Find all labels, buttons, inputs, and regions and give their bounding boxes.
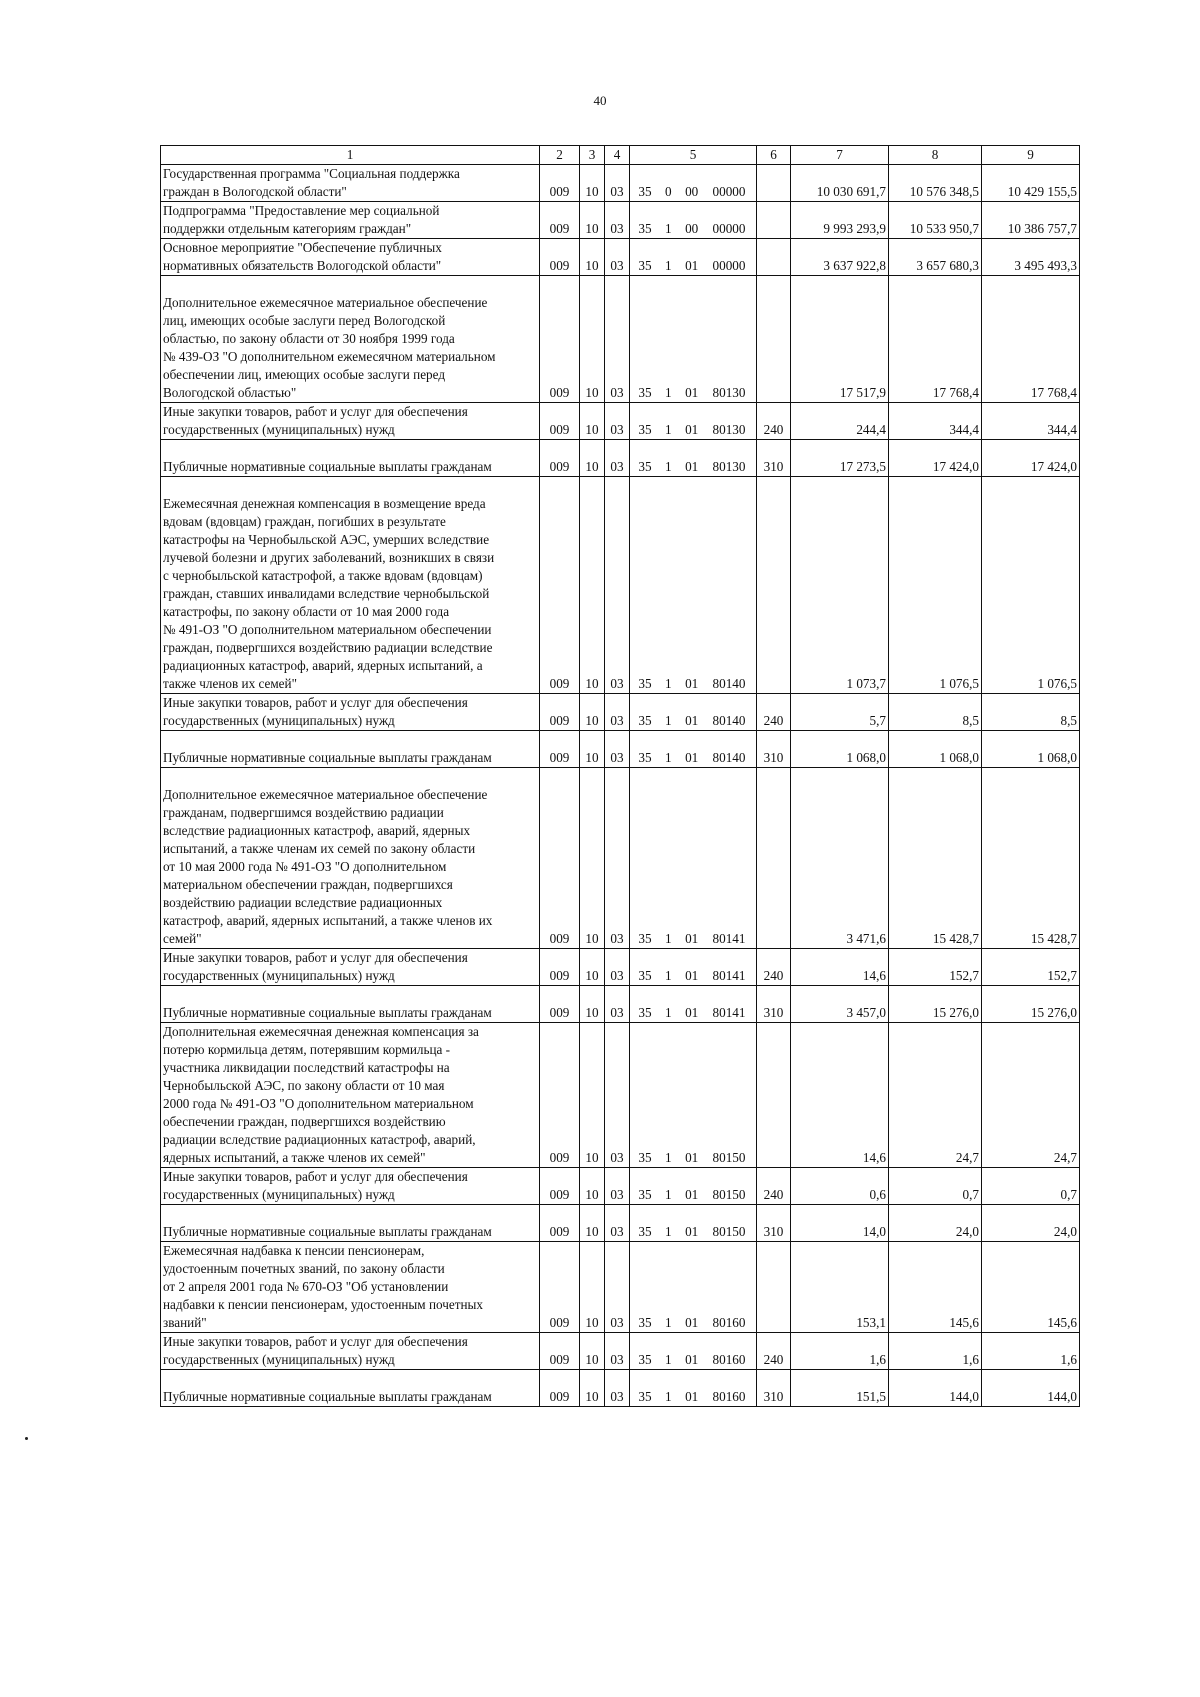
row-amount-col8: 1 068,0 (889, 731, 982, 768)
row-code-section: 10 (580, 1168, 605, 1205)
row-amount-col7: 14,6 (791, 1023, 889, 1168)
row-name: Иные закупки товаров, работ и услуг для обеспечения государственных (муниципальных) нужд (161, 949, 540, 986)
target-article-part: 80130 (712, 459, 746, 474)
row-target-article (632, 183, 754, 201)
table-row (161, 165, 1080, 202)
table-row (161, 949, 1080, 986)
target-article-part: 00000 (712, 184, 746, 199)
row-amount-col8: 24,7 (889, 1023, 982, 1168)
row-code-ministry: 009 (540, 477, 580, 694)
column-header: 3 (580, 146, 605, 165)
target-article-part: 01 (685, 1315, 699, 1330)
row-code-ministry: 009 (540, 239, 580, 276)
row-code-expense-type: 240 (757, 949, 791, 986)
row-amount-col9: 10 386 757,7 (982, 202, 1080, 239)
row-target-article (632, 1388, 754, 1406)
row-code-ministry: 009 (540, 1023, 580, 1168)
table-row (161, 403, 1080, 440)
row-code-subsection: 03 (605, 239, 630, 276)
table-row (161, 440, 1080, 477)
row-code-expense-type (757, 276, 791, 403)
row-code-expense-type (757, 1023, 791, 1168)
row-code-article (630, 1370, 757, 1407)
row-amount-col9: 3 495 493,3 (982, 239, 1080, 276)
row-amount-col8: 15 428,7 (889, 768, 982, 949)
row-target-article (632, 712, 754, 730)
row-name: Иные закупки товаров, работ и услуг для обеспечения государственных (муниципальных) нужд (161, 1333, 540, 1370)
target-article-part: 01 (685, 968, 699, 983)
table-body (161, 165, 1080, 1407)
target-article-part: 01 (685, 385, 699, 400)
row-target-article (632, 1314, 754, 1332)
row-name: Публичные нормативные социальные выплаты гражданам (161, 1205, 540, 1242)
row-target-article (632, 1351, 754, 1369)
target-article-part: 1 (665, 1187, 672, 1202)
table-row (161, 276, 1080, 403)
row-amount-col9: 15 276,0 (982, 986, 1080, 1023)
scan-dot-mark (25, 1437, 28, 1440)
row-code-ministry: 009 (540, 440, 580, 477)
row-code-article (630, 694, 757, 731)
target-article-part: 01 (685, 931, 699, 946)
row-code-article (630, 276, 757, 403)
header-row (161, 146, 1080, 165)
row-code-expense-type (757, 768, 791, 949)
row-amount-col7: 153,1 (791, 1242, 889, 1333)
row-name: Ежемесячная денежная компенсация в возмещение вреда вдовам (вдовцам) граждан, погибших в результате катастрофы на Чернобыльской АЭС, умерших вследствие лучевой болезни и других заболеваний, возникших в связи с чернобыльской катастрофой, а также вдовам (вдовцам) граждан, ставших инвалидами вследствие чернобыльской катастрофы, по закону области от 10 мая 2000 года № 491-ОЗ "О дополнительном материальном обеспечении граждан, подвергшихся воздействию радиации вследствие радиационных катастроф, аварий, ядерных испытаний, а также членов их семей" (161, 477, 540, 694)
row-amount-col9: 144,0 (982, 1370, 1080, 1407)
target-article-part: 01 (685, 422, 699, 437)
row-amount-col9: 10 429 155,5 (982, 165, 1080, 202)
row-code-article (630, 1205, 757, 1242)
column-header: 7 (791, 146, 889, 165)
target-article-part: 35 (638, 258, 652, 273)
target-article-part: 1 (665, 1315, 672, 1330)
target-article-part: 35 (638, 1187, 652, 1202)
row-code-expense-type: 240 (757, 403, 791, 440)
target-article-part: 1 (665, 385, 672, 400)
table-row (161, 202, 1080, 239)
row-code-ministry: 009 (540, 276, 580, 403)
row-amount-col8: 144,0 (889, 1370, 982, 1407)
row-amount-col8: 3 657 680,3 (889, 239, 982, 276)
column-header: 4 (605, 146, 630, 165)
row-code-article (630, 768, 757, 949)
target-article-part: 1 (665, 459, 672, 474)
row-code-ministry: 009 (540, 202, 580, 239)
target-article-part: 01 (685, 1187, 699, 1202)
target-article-part: 01 (685, 713, 699, 728)
table-row (161, 731, 1080, 768)
row-code-article (630, 1168, 757, 1205)
row-amount-col9: 15 428,7 (982, 768, 1080, 949)
row-amount-col9: 1 068,0 (982, 731, 1080, 768)
target-article-part: 80130 (712, 422, 746, 437)
column-header: 5 (630, 146, 757, 165)
row-amount-col7: 3 471,6 (791, 768, 889, 949)
target-article-part: 0 (665, 184, 672, 199)
row-amount-col7: 10 030 691,7 (791, 165, 889, 202)
row-name: Иные закупки товаров, работ и услуг для обеспечения государственных (муниципальных) нужд (161, 1168, 540, 1205)
row-code-subsection: 03 (605, 1333, 630, 1370)
target-article-part: 01 (685, 1352, 699, 1367)
row-code-expense-type (757, 165, 791, 202)
row-code-ministry: 009 (540, 1333, 580, 1370)
row-amount-col9: 1 076,5 (982, 477, 1080, 694)
row-code-article (630, 1023, 757, 1168)
row-code-article (630, 949, 757, 986)
table-row (161, 1023, 1080, 1168)
row-code-ministry: 009 (540, 165, 580, 202)
target-article-part: 35 (638, 931, 652, 946)
row-amount-col9: 17 768,4 (982, 276, 1080, 403)
target-article-part: 00 (685, 184, 699, 199)
target-article-part: 00000 (712, 221, 746, 236)
row-code-subsection: 03 (605, 202, 630, 239)
row-amount-col9: 17 424,0 (982, 440, 1080, 477)
row-code-expense-type (757, 1242, 791, 1333)
row-amount-col9: 145,6 (982, 1242, 1080, 1333)
row-name: Дополнительное ежемесячное материальное обеспечение лиц, имеющих особые заслуги перед Вологодской областью, по закону области от 30 ноября 1999 года № 439-ОЗ "О дополнительном ежемесячном материальном обеспечении лиц, имеющих особые заслуги перед Вологодской областью" (161, 276, 540, 403)
row-name: Основное мероприятие "Обеспечение публичных нормативных обязательств Вологодской области" (161, 239, 540, 276)
row-code-subsection: 03 (605, 768, 630, 949)
row-code-ministry: 009 (540, 1370, 580, 1407)
row-code-subsection: 03 (605, 731, 630, 768)
target-article-part: 01 (685, 1150, 699, 1165)
row-code-section: 10 (580, 1242, 605, 1333)
target-article-part: 35 (638, 676, 652, 691)
row-code-article (630, 477, 757, 694)
row-amount-col7: 9 993 293,9 (791, 202, 889, 239)
row-code-subsection: 03 (605, 477, 630, 694)
row-name: Подпрограмма "Предоставление мер социальной поддержки отдельным категориям граждан" (161, 202, 540, 239)
row-code-expense-type (757, 239, 791, 276)
table-row (161, 1333, 1080, 1370)
target-article-part: 01 (685, 1224, 699, 1239)
row-code-section: 10 (580, 276, 605, 403)
target-article-part: 35 (638, 385, 652, 400)
row-target-article (632, 1004, 754, 1022)
row-code-article (630, 239, 757, 276)
row-code-expense-type: 310 (757, 731, 791, 768)
target-article-part: 35 (638, 1315, 652, 1330)
target-article-part: 80140 (712, 676, 746, 691)
table-row (161, 986, 1080, 1023)
row-amount-col9: 344,4 (982, 403, 1080, 440)
target-article-part: 80141 (712, 968, 746, 983)
row-code-expense-type: 310 (757, 1205, 791, 1242)
row-name: Дополнительное ежемесячное материальное обеспечение гражданам, подвергшимся воздействию радиации вследствие радиационных катастроф, аварий, ядерных испытаний, а также членам их семей по закону области от 10 мая 2000 года № 491-ОЗ "О дополнительном материальном обеспечении граждан, подвергшихся воздействию радиации вследствие радиационных катастроф, аварий, ядерных испытаний, а также членов их семей" (161, 768, 540, 949)
target-article-part: 1 (665, 676, 672, 691)
target-article-part: 80140 (712, 713, 746, 728)
row-amount-col8: 24,0 (889, 1205, 982, 1242)
row-target-article (632, 967, 754, 985)
row-name: Дополнительная ежемесячная денежная компенсация за потерю кормильца детям, потерявшим кормильца - участника ликвидации последствий катастрофы на Чернобыльской АЭС, по закону области от 10 мая 2000 года № 491-ОЗ "О дополнительном материальном обеспечении граждан, подвергшихся воздействию радиации вследствие радиационных катастроф, аварий, ядерных испытаний, а также членов их семей" (161, 1023, 540, 1168)
table-row (161, 477, 1080, 694)
row-code-ministry: 009 (540, 694, 580, 731)
row-code-ministry: 009 (540, 768, 580, 949)
table-row (161, 1168, 1080, 1205)
column-header: 9 (982, 146, 1080, 165)
row-name: Публичные нормативные социальные выплаты гражданам (161, 440, 540, 477)
target-article-part: 80150 (712, 1187, 746, 1202)
target-article-part: 80130 (712, 385, 746, 400)
row-code-expense-type (757, 477, 791, 694)
row-target-article (632, 257, 754, 275)
row-name: Публичные нормативные социальные выплаты гражданам (161, 986, 540, 1023)
row-code-article (630, 1242, 757, 1333)
target-article-part: 35 (638, 750, 652, 765)
row-name: Публичные нормативные социальные выплаты гражданам (161, 1370, 540, 1407)
row-code-subsection: 03 (605, 276, 630, 403)
target-article-part: 1 (665, 968, 672, 983)
row-code-subsection: 03 (605, 1242, 630, 1333)
table-row (161, 239, 1080, 276)
target-article-part: 35 (638, 1352, 652, 1367)
row-code-ministry: 009 (540, 986, 580, 1023)
row-code-section: 10 (580, 202, 605, 239)
row-amount-col8: 1,6 (889, 1333, 982, 1370)
row-code-article (630, 202, 757, 239)
row-code-subsection: 03 (605, 694, 630, 731)
row-amount-col8: 344,4 (889, 403, 982, 440)
target-article-part: 80160 (712, 1352, 746, 1367)
column-header: 1 (161, 146, 540, 165)
row-amount-col8: 0,7 (889, 1168, 982, 1205)
table-row (161, 1242, 1080, 1333)
target-article-part: 80141 (712, 931, 746, 946)
target-article-part: 01 (685, 1005, 699, 1020)
row-target-article (632, 1186, 754, 1204)
target-article-part: 01 (685, 1389, 699, 1404)
target-article-part: 01 (685, 676, 699, 691)
row-amount-col8: 8,5 (889, 694, 982, 731)
target-article-part: 35 (638, 713, 652, 728)
row-amount-col7: 17 517,9 (791, 276, 889, 403)
row-code-section: 10 (580, 1370, 605, 1407)
row-code-subsection: 03 (605, 440, 630, 477)
target-article-part: 80160 (712, 1389, 746, 1404)
row-code-subsection: 03 (605, 949, 630, 986)
row-code-expense-type: 240 (757, 1168, 791, 1205)
row-target-article (632, 1149, 754, 1167)
row-code-article (630, 731, 757, 768)
row-amount-col7: 0,6 (791, 1168, 889, 1205)
row-code-section: 10 (580, 239, 605, 276)
target-article-part: 80160 (712, 1315, 746, 1330)
row-amount-col7: 3 457,0 (791, 986, 889, 1023)
row-code-section: 10 (580, 477, 605, 694)
row-amount-col9: 8,5 (982, 694, 1080, 731)
target-article-part: 35 (638, 1150, 652, 1165)
row-amount-col7: 151,5 (791, 1370, 889, 1407)
row-amount-col8: 152,7 (889, 949, 982, 986)
row-code-section: 10 (580, 768, 605, 949)
row-amount-col7: 5,7 (791, 694, 889, 731)
row-amount-col9: 24,0 (982, 1205, 1080, 1242)
row-code-expense-type: 310 (757, 440, 791, 477)
row-code-section: 10 (580, 949, 605, 986)
target-article-part: 1 (665, 422, 672, 437)
row-amount-col9: 24,7 (982, 1023, 1080, 1168)
row-code-section: 10 (580, 694, 605, 731)
row-amount-col8: 1 076,5 (889, 477, 982, 694)
target-article-part: 1 (665, 1389, 672, 1404)
row-code-section: 10 (580, 731, 605, 768)
row-code-subsection: 03 (605, 1023, 630, 1168)
target-article-part: 35 (638, 459, 652, 474)
row-code-expense-type: 240 (757, 694, 791, 731)
target-article-part: 80150 (712, 1224, 746, 1239)
target-article-part: 80140 (712, 750, 746, 765)
row-target-article (632, 749, 754, 767)
row-target-article (632, 384, 754, 402)
row-code-subsection: 03 (605, 1205, 630, 1242)
table-row (161, 768, 1080, 949)
row-name: Иные закупки товаров, работ и услуг для обеспечения государственных (муниципальных) нужд (161, 403, 540, 440)
target-article-part: 80150 (712, 1150, 746, 1165)
row-target-article (632, 930, 754, 948)
row-amount-col8: 10 533 950,7 (889, 202, 982, 239)
target-article-part: 35 (638, 1389, 652, 1404)
row-target-article (632, 220, 754, 238)
row-code-article (630, 403, 757, 440)
row-target-article (632, 1223, 754, 1241)
row-code-article (630, 1333, 757, 1370)
row-code-subsection: 03 (605, 1370, 630, 1407)
table-row (161, 694, 1080, 731)
table-row (161, 1205, 1080, 1242)
row-name: Ежемесячная надбавка к пенсии пенсионерам, удостоенным почетных званий, по закону области от 2 апреля 2001 года № 670-ОЗ "Об установлении надбавки к пенсии пенсионерам, удостоенным почетных званий" (161, 1242, 540, 1333)
page-number: 40 (593, 93, 607, 108)
row-code-section: 10 (580, 1333, 605, 1370)
row-code-article (630, 165, 757, 202)
row-amount-col8: 17 768,4 (889, 276, 982, 403)
row-code-section: 10 (580, 165, 605, 202)
row-amount-col9: 1,6 (982, 1333, 1080, 1370)
row-code-expense-type: 240 (757, 1333, 791, 1370)
row-amount-col7: 1 068,0 (791, 731, 889, 768)
row-amount-col7: 3 637 922,8 (791, 239, 889, 276)
row-amount-col8: 10 576 348,5 (889, 165, 982, 202)
row-name: Публичные нормативные социальные выплаты гражданам (161, 731, 540, 768)
target-article-part: 1 (665, 1224, 672, 1239)
row-amount-col7: 244,4 (791, 403, 889, 440)
row-name: Иные закупки товаров, работ и услуг для обеспечения государственных (муниципальных) нужд (161, 694, 540, 731)
row-amount-col9: 0,7 (982, 1168, 1080, 1205)
row-code-ministry: 009 (540, 949, 580, 986)
row-amount-col7: 14,6 (791, 949, 889, 986)
row-code-article (630, 440, 757, 477)
row-code-ministry: 009 (540, 1242, 580, 1333)
row-code-ministry: 009 (540, 1168, 580, 1205)
row-code-subsection: 03 (605, 986, 630, 1023)
row-amount-col8: 17 424,0 (889, 440, 982, 477)
row-target-article (632, 458, 754, 476)
target-article-part: 1 (665, 1150, 672, 1165)
row-code-section: 10 (580, 986, 605, 1023)
target-article-part: 01 (685, 459, 699, 474)
row-target-article (632, 421, 754, 439)
target-article-part: 01 (685, 750, 699, 765)
row-name: Государственная программа "Социальная поддержка граждан в Вологодской области" (161, 165, 540, 202)
row-amount-col7: 1,6 (791, 1333, 889, 1370)
row-amount-col7: 17 273,5 (791, 440, 889, 477)
row-code-ministry: 009 (540, 1205, 580, 1242)
row-code-section: 10 (580, 440, 605, 477)
target-article-part: 35 (638, 422, 652, 437)
target-article-part: 35 (638, 221, 652, 236)
row-code-expense-type (757, 202, 791, 239)
target-article-part: 1 (665, 221, 672, 236)
row-code-subsection: 03 (605, 1168, 630, 1205)
target-article-part: 00000 (712, 258, 746, 273)
row-amount-col7: 14,0 (791, 1205, 889, 1242)
row-code-expense-type: 310 (757, 1370, 791, 1407)
target-article-part: 1 (665, 750, 672, 765)
row-code-subsection: 03 (605, 403, 630, 440)
row-code-section: 10 (580, 403, 605, 440)
table-row (161, 1370, 1080, 1407)
row-amount-col8: 15 276,0 (889, 986, 982, 1023)
target-article-part: 35 (638, 1224, 652, 1239)
row-code-ministry: 009 (540, 403, 580, 440)
target-article-part: 00 (685, 221, 699, 236)
target-article-part: 35 (638, 968, 652, 983)
row-amount-col7: 1 073,7 (791, 477, 889, 694)
column-header: 6 (757, 146, 791, 165)
row-code-expense-type: 310 (757, 986, 791, 1023)
target-article-part: 80141 (712, 1005, 746, 1020)
target-article-part: 1 (665, 1352, 672, 1367)
row-target-article (632, 675, 754, 693)
target-article-part: 35 (638, 184, 652, 199)
row-amount-col8: 145,6 (889, 1242, 982, 1333)
budget-table (160, 145, 1080, 1407)
row-amount-col9: 152,7 (982, 949, 1080, 986)
target-article-part: 1 (665, 1005, 672, 1020)
target-article-part: 1 (665, 258, 672, 273)
target-article-part: 1 (665, 931, 672, 946)
row-code-section: 10 (580, 1023, 605, 1168)
row-code-section: 10 (580, 1205, 605, 1242)
row-code-article (630, 986, 757, 1023)
target-article-part: 1 (665, 713, 672, 728)
row-code-subsection: 03 (605, 165, 630, 202)
column-header: 2 (540, 146, 580, 165)
row-code-ministry: 009 (540, 731, 580, 768)
target-article-part: 35 (638, 1005, 652, 1020)
target-article-part: 01 (685, 258, 699, 273)
column-header: 8 (889, 146, 982, 165)
